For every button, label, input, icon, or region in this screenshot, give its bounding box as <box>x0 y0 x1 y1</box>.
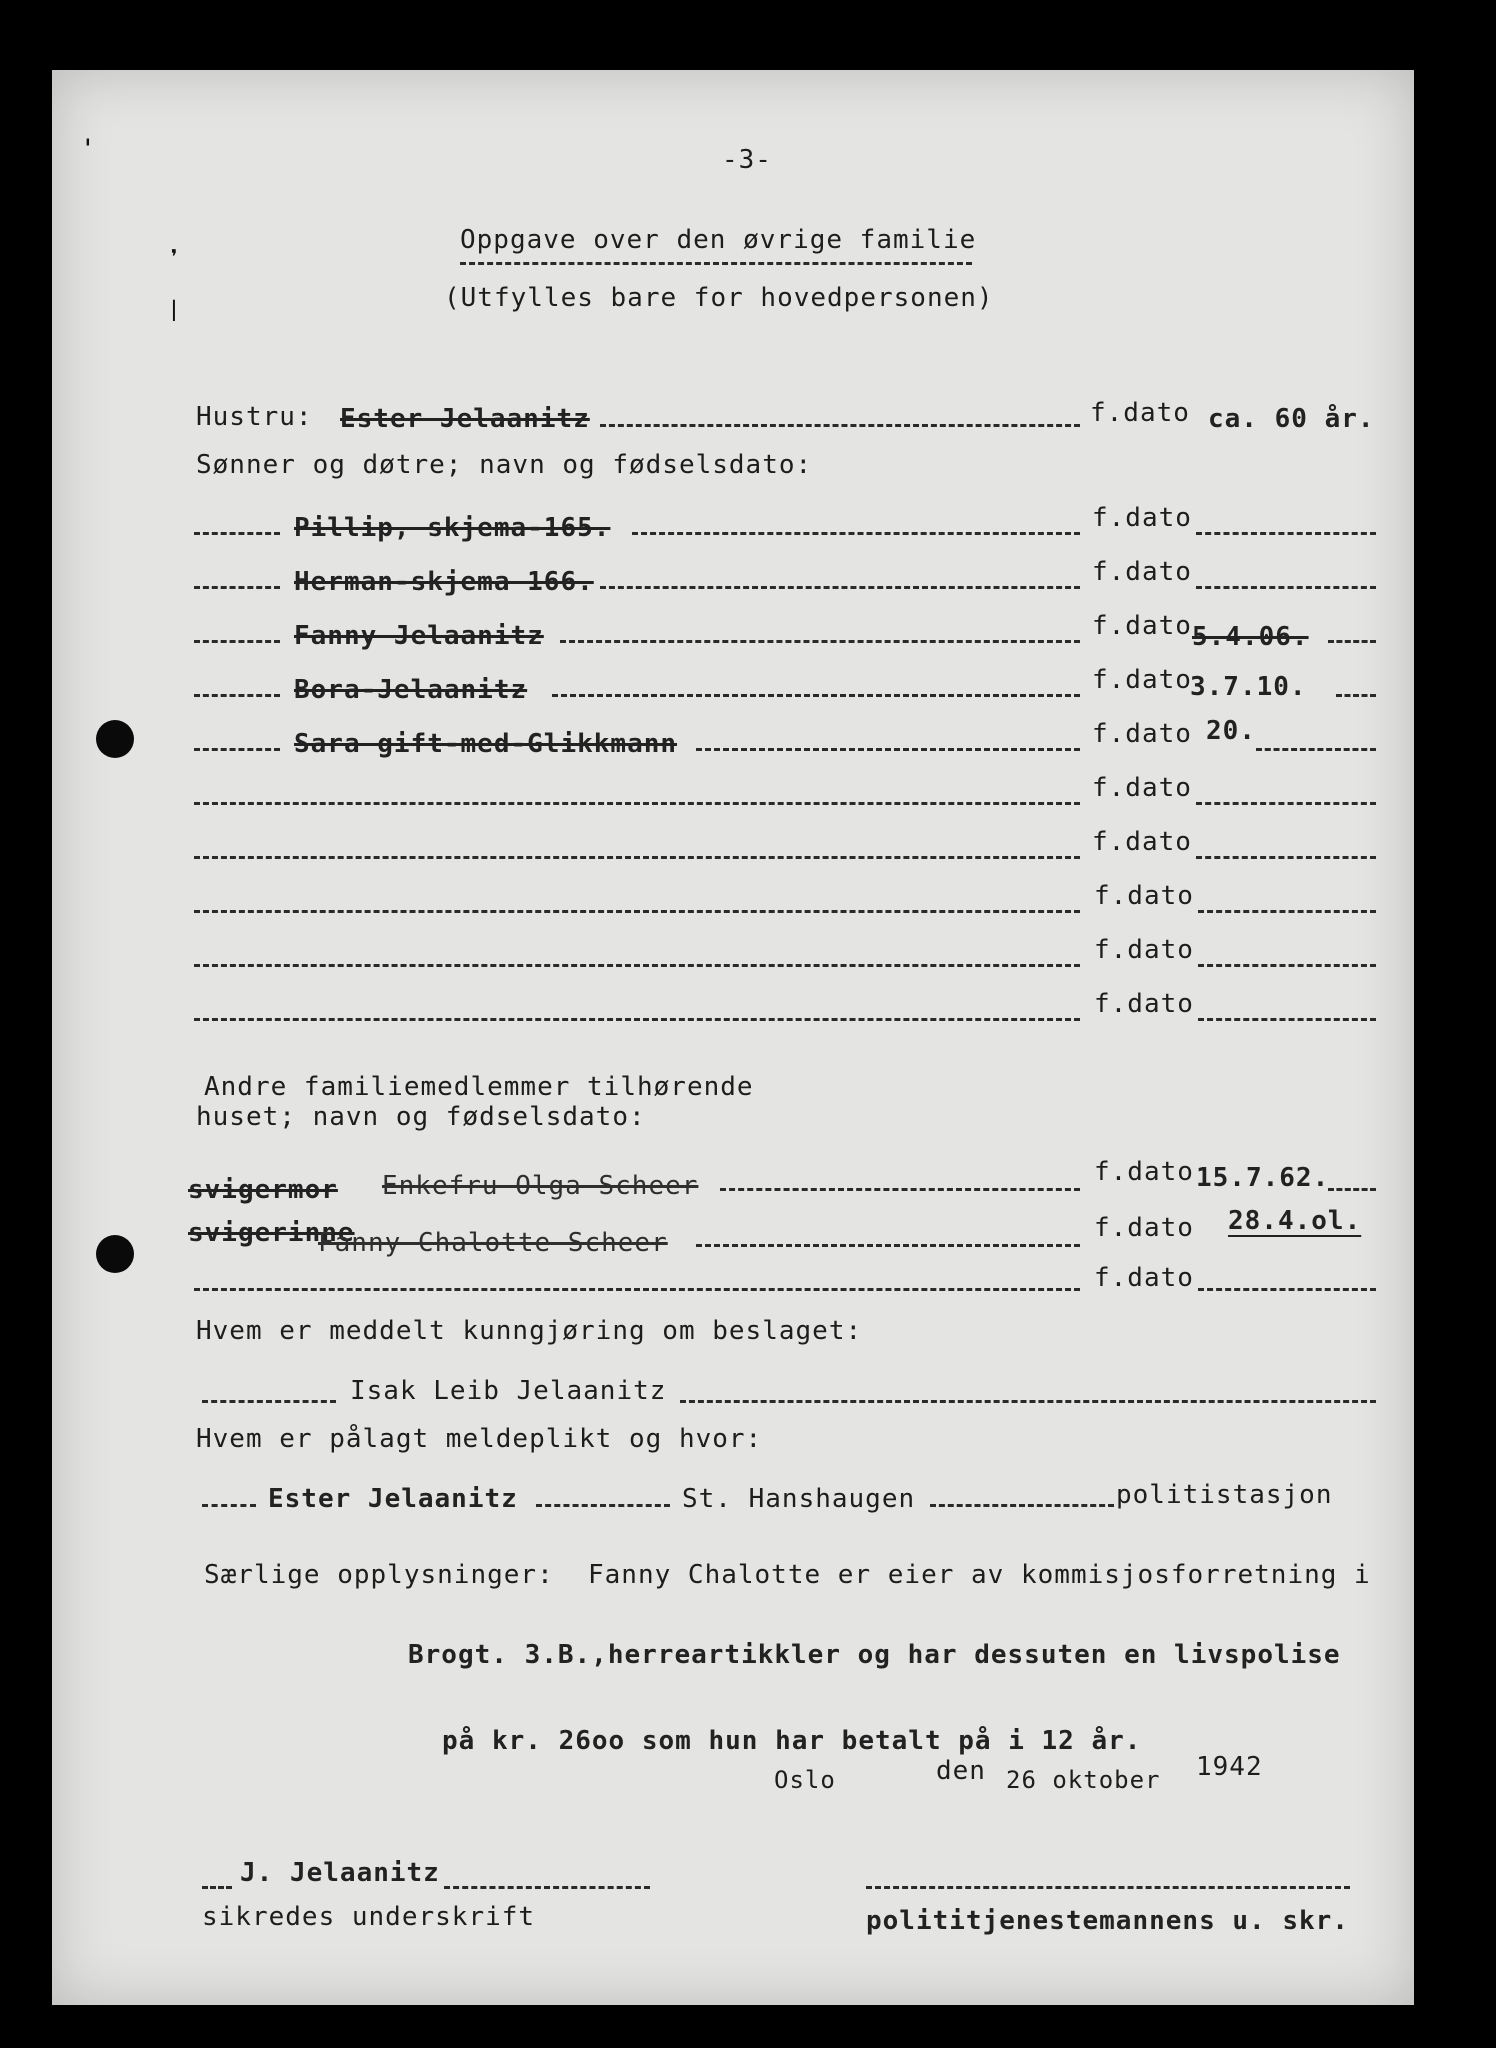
insured-name: J. Jelaanitz <box>240 1858 440 1888</box>
child-date-label: f.dato <box>1094 989 1194 1019</box>
row-line <box>194 802 1080 805</box>
reporting-line-2 <box>930 1504 1114 1507</box>
punch-hole-top <box>96 720 134 758</box>
spouse-date-label: f.dato <box>1090 398 1190 428</box>
relation: svigermor <box>188 1175 338 1205</box>
row-line <box>600 586 1080 589</box>
member-date-label: f.dato <box>1094 1263 1194 1293</box>
child-name: Sara gift-med-Glikkmann <box>294 729 678 759</box>
page-subtitle: (Utfylles bare for hovedpersonen) <box>444 283 994 313</box>
row-line <box>560 640 1080 643</box>
child-date-label: f.dato <box>1092 503 1192 533</box>
sig-lead <box>202 1886 232 1889</box>
row-line <box>552 694 1080 697</box>
row-line <box>696 748 1080 751</box>
reporting-person: Ester Jelaanitz <box>268 1484 518 1514</box>
spouse-date-value: ca. 60 år. <box>1208 404 1375 434</box>
child-date-value: 5.4.06. <box>1192 622 1309 652</box>
spouse-line <box>600 424 1080 427</box>
reporting-station: politistasjon <box>1116 1480 1333 1510</box>
scan-mark: ❘ <box>166 295 182 325</box>
row-line <box>194 1288 1080 1291</box>
row-line <box>720 1188 1080 1191</box>
notice-question: Hvem er meddelt kunngjøring om beslaget: <box>196 1316 863 1346</box>
row-line <box>696 1244 1080 1247</box>
row-line <box>632 532 1080 535</box>
child-date-label: f.dato <box>1092 719 1192 749</box>
child-date-value: 3.7.10. <box>1190 672 1307 702</box>
spouse-label: Hustru: <box>196 402 313 432</box>
document-page <box>52 70 1414 2005</box>
date-line <box>1196 856 1376 859</box>
row-line <box>194 856 1080 859</box>
child-date-label: f.dato <box>1094 935 1194 965</box>
insured-sig-line <box>444 1886 650 1889</box>
date-line <box>1328 640 1376 643</box>
row-lead <box>194 586 280 589</box>
remarks-line-1: Fanny Chalotte er eier av kommisjosforretning i <box>588 1560 1371 1590</box>
spouse-name: Ester Jelaanitz <box>340 404 590 434</box>
row-lead <box>194 640 280 643</box>
relation: svigerinne <box>188 1218 355 1248</box>
date-line <box>1196 586 1376 589</box>
den-label: den <box>936 1756 986 1786</box>
date-line <box>1198 910 1376 913</box>
reporting-place: St. Hanshaugen <box>682 1484 916 1514</box>
member-date-label: f.dato <box>1094 1157 1194 1187</box>
date-line <box>1198 1018 1376 1021</box>
scan-mark: ˈ <box>80 135 96 165</box>
officer-sig-line <box>866 1886 1350 1889</box>
insured-label: sikredes underskrift <box>202 1902 536 1932</box>
notice-answer: Isak Leib Jelaanitz <box>350 1376 667 1406</box>
child-date-label: f.dato <box>1092 773 1192 803</box>
date-line <box>1336 694 1376 697</box>
row-line <box>194 1018 1080 1021</box>
child-name: Fanny Jelaanitz <box>294 621 544 651</box>
day-month: 26 oktober <box>1006 1766 1161 1794</box>
row-lead <box>194 532 280 535</box>
page-number: -3- <box>722 145 772 175</box>
reporting-line <box>536 1504 670 1507</box>
child-date-label: f.dato <box>1092 611 1192 641</box>
other-family-heading: Andre familiemedlemmer tilhørende <box>204 1072 754 1102</box>
child-date-value: 20. <box>1206 716 1256 746</box>
date-line <box>1198 1288 1376 1291</box>
child-date-label: f.dato <box>1092 665 1192 695</box>
child-date-label: f.dato <box>1092 557 1192 587</box>
member-name: Fanny-Chalotte-Scheer <box>318 1228 668 1258</box>
child-date-label: f.dato <box>1092 827 1192 857</box>
reporting-lead <box>202 1504 256 1507</box>
title-underline <box>460 262 972 265</box>
children-heading: Sønner og døtre; navn og fødselsdato: <box>196 450 813 480</box>
notice-lead <box>202 1400 336 1403</box>
row-lead <box>194 748 280 751</box>
remarks-line-3: på kr. 26oo som hun har betalt på i 12 år. <box>442 1726 1142 1756</box>
remarks-label: Særlige opplysninger: <box>204 1560 554 1590</box>
officer-label: polititjenestemannens u. skr. <box>866 1906 1349 1936</box>
reporting-question: Hvem er pålagt meldeplikt og hvor: <box>196 1424 763 1454</box>
child-date-label: f.dato <box>1094 881 1194 911</box>
member-date-label: f.dato <box>1094 1213 1194 1243</box>
date-line <box>1256 748 1376 751</box>
notice-line <box>680 1400 1376 1403</box>
year: 1942 <box>1196 1752 1263 1782</box>
row-line <box>194 964 1080 967</box>
child-name: Bora-Jelaanitz <box>294 675 528 705</box>
date-line <box>1196 532 1376 535</box>
row-line <box>194 910 1080 913</box>
place: Oslo <box>774 1766 836 1794</box>
date-line <box>1328 1188 1376 1191</box>
child-name: Herman-skjema 166. <box>294 567 594 597</box>
member-date-value: 28.4.ol. <box>1228 1206 1362 1236</box>
date-line <box>1198 964 1376 967</box>
scan-mark: ❜ <box>166 245 182 275</box>
remarks-line-2: Brogt. 3.B.,herreartikkler og har dessuten en livspolise <box>408 1640 1341 1670</box>
child-name: Pillip, skjema-165. <box>294 513 611 543</box>
row-lead <box>194 694 280 697</box>
page-title: Oppgave over den øvrige familie <box>460 225 977 255</box>
other-family-heading-2: huset; navn og fødselsdato: <box>196 1102 646 1132</box>
punch-hole-bottom <box>96 1235 134 1273</box>
member-name: Enkefru-Olga Scheer <box>382 1171 699 1201</box>
date-line <box>1196 802 1376 805</box>
member-date-value: 15.7.62. <box>1196 1163 1330 1193</box>
